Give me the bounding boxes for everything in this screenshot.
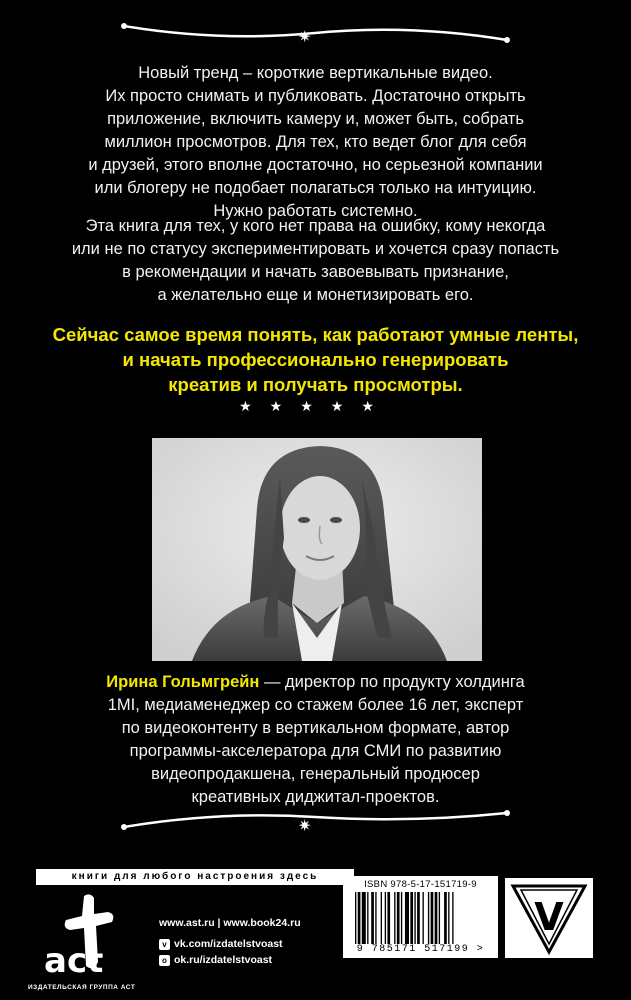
author-photo — [152, 438, 482, 661]
audience-line: или не по статусу экспериментировать и хочется сразу попасть — [71, 240, 560, 258]
bio-line: программы-акселератора для СМИ по развитию — [129, 742, 502, 760]
highlight-line: Сейчас самое время понять, как работают умные ленты, — [52, 324, 579, 345]
svg-text:✷: ✷ — [298, 27, 312, 46]
vk-icon: v — [159, 939, 170, 950]
audience-paragraph — [40, 215, 591, 307]
logo-text: act — [44, 941, 104, 981]
bio-line: креативных диджитал-проектов. — [191, 788, 440, 806]
bio-line: по видеоконтенту в вертикальном формате, автор — [121, 719, 510, 737]
intro-line: Нужно работать системно. — [213, 202, 418, 220]
ok-link-text: ok.ru/izdatelstvoast — [174, 954, 273, 966]
publisher-name: ИЗДАТЕЛЬСКАЯ ГРУППА АСТ — [28, 984, 136, 991]
ast-logo — [38, 892, 132, 984]
intro-line: приложение, включить камеру и, может быть, собрать — [107, 110, 524, 128]
bio-line: 1MI, медиаменеджер со стажем более 16 лет, эксперт — [107, 696, 524, 714]
intro-line: Их просто снимать и публиковать. Достаточно открыть — [105, 87, 526, 105]
intro-line: миллион просмотров. Для тех, кто ведет блог для себя — [104, 133, 527, 151]
isbn-text: ISBN 978-5-17-151719-9 — [364, 879, 477, 890]
barcode-block — [343, 876, 498, 958]
intro-line: и друзей, этого вполне достаточно, но серьезной компании — [88, 156, 543, 174]
age-mark-badge — [505, 878, 593, 958]
highlight-line: креатив и получать просмотры. — [168, 374, 463, 395]
audience-line: в рекомендации и начать завоевывать признание, — [122, 263, 509, 281]
highlight-paragraph — [30, 322, 601, 397]
svg-text:✷: ✷ — [298, 816, 312, 835]
vk-link-text: vk.com/izdatelstvoast — [174, 938, 283, 950]
intro-line: Новый тренд – короткие вертикальные видео. — [138, 64, 493, 82]
websites[interactable]: www.ast.ru | www.book24.ru — [159, 917, 301, 929]
ok-icon: o — [159, 955, 170, 966]
barcode-icon — [353, 892, 488, 944]
age-mark-letter: V — [534, 895, 564, 939]
vk-link[interactable] — [159, 938, 283, 950]
bio-first-line-text: — директор по продукту холдинга — [259, 673, 525, 691]
stars-divider: ★★★★★ — [239, 398, 392, 414]
bottom-ornament-divider — [120, 805, 511, 835]
intro-paragraph — [40, 62, 591, 223]
barcode-digits: 9 785171 517199 > — [356, 944, 485, 955]
author-bio — [40, 671, 591, 809]
intro-line: или блогеру не подобает полагаться только на интуицию. — [94, 179, 537, 197]
audience-line: а желательно еще и монетизировать его. — [157, 286, 474, 304]
ok-link[interactable] — [159, 954, 272, 966]
tagline-strip: книги для любого настроения здесь — [36, 869, 354, 885]
bio-first-line — [40, 671, 591, 694]
top-ornament-divider — [120, 18, 511, 48]
author-name: Ирина Гольмгрейн — [106, 673, 260, 691]
highlight-line: и начать профессионально генерировать — [122, 349, 509, 370]
audience-line: Эта книга для тех, у кого нет права на ошибку, кому некогда — [85, 217, 546, 235]
bio-line: видеопродакшена, генеральный продюсер — [151, 765, 480, 783]
